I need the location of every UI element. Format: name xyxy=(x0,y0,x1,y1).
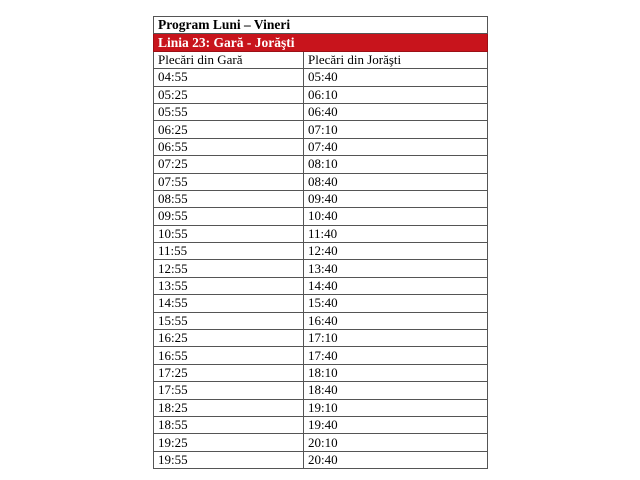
table-row xyxy=(154,382,488,399)
schedule-table xyxy=(153,16,488,469)
departure-jorasti-cell: 11:40 xyxy=(304,225,488,242)
departure-gara-cell: 12:55 xyxy=(154,260,304,277)
departure-jorasti-cell: 06:40 xyxy=(304,103,488,120)
departure-jorasti-cell: 18:40 xyxy=(304,382,488,399)
table-row xyxy=(154,277,488,294)
departure-jorasti-cell: 18:10 xyxy=(304,364,488,381)
departure-gara-cell: 15:55 xyxy=(154,312,304,329)
departure-gara-cell: 18:25 xyxy=(154,399,304,416)
departure-gara-cell: 19:25 xyxy=(154,434,304,451)
departure-gara-cell: 18:55 xyxy=(154,416,304,433)
departure-jorasti-cell: 07:40 xyxy=(304,138,488,155)
table-row xyxy=(154,399,488,416)
departure-gara-cell: 19:55 xyxy=(154,451,304,468)
table-row xyxy=(154,69,488,86)
departure-jorasti-cell: 15:40 xyxy=(304,295,488,312)
departure-jorasti-cell: 19:10 xyxy=(304,399,488,416)
table-row xyxy=(154,312,488,329)
departure-jorasti-cell: 14:40 xyxy=(304,277,488,294)
departure-jorasti-cell: 12:40 xyxy=(304,243,488,260)
departure-jorasti-cell: 19:40 xyxy=(304,416,488,433)
departure-gara-cell: 16:55 xyxy=(154,347,304,364)
departure-jorasti-cell: 09:40 xyxy=(304,190,488,207)
departure-gara-cell: 08:55 xyxy=(154,190,304,207)
table-row xyxy=(154,173,488,190)
departure-gara-cell: 16:25 xyxy=(154,330,304,347)
table-row xyxy=(154,86,488,103)
table-row xyxy=(154,295,488,312)
departure-jorasti-cell: 17:10 xyxy=(304,330,488,347)
column-header-gara: Plecări din Gară xyxy=(154,51,304,68)
departure-gara-cell: 17:55 xyxy=(154,382,304,399)
schedule-title: Program Luni – Vineri xyxy=(154,17,488,34)
table-row xyxy=(154,451,488,468)
table-row xyxy=(154,225,488,242)
table-row xyxy=(154,416,488,433)
table-row xyxy=(154,434,488,451)
departure-jorasti-cell: 16:40 xyxy=(304,312,488,329)
departure-gara-cell: 05:55 xyxy=(154,103,304,120)
table-row xyxy=(154,260,488,277)
table-row xyxy=(154,330,488,347)
table-row xyxy=(154,103,488,120)
departure-jorasti-cell: 13:40 xyxy=(304,260,488,277)
departure-gara-cell: 06:55 xyxy=(154,138,304,155)
table-row xyxy=(154,208,488,225)
departure-jorasti-cell: 10:40 xyxy=(304,208,488,225)
route-row xyxy=(154,34,488,51)
departure-gara-cell: 07:25 xyxy=(154,156,304,173)
table-row xyxy=(154,364,488,381)
table-row xyxy=(154,121,488,138)
departure-jorasti-cell: 07:10 xyxy=(304,121,488,138)
departure-gara-cell: 13:55 xyxy=(154,277,304,294)
departure-jorasti-cell: 08:40 xyxy=(304,173,488,190)
departure-gara-cell: 09:55 xyxy=(154,208,304,225)
table-row xyxy=(154,243,488,260)
departure-gara-cell: 04:55 xyxy=(154,69,304,86)
table-row xyxy=(154,190,488,207)
departure-jorasti-cell: 06:10 xyxy=(304,86,488,103)
route-name: Linia 23: Gară - Jorăşti xyxy=(154,34,488,51)
departure-jorasti-cell: 17:40 xyxy=(304,347,488,364)
table-row xyxy=(154,138,488,155)
departure-jorasti-cell: 05:40 xyxy=(304,69,488,86)
departure-jorasti-cell: 20:40 xyxy=(304,451,488,468)
departure-gara-cell: 06:25 xyxy=(154,121,304,138)
departure-jorasti-cell: 08:10 xyxy=(304,156,488,173)
departure-gara-cell: 10:55 xyxy=(154,225,304,242)
departure-gara-cell: 05:25 xyxy=(154,86,304,103)
departure-gara-cell: 07:55 xyxy=(154,173,304,190)
table-row xyxy=(154,156,488,173)
departure-jorasti-cell: 20:10 xyxy=(304,434,488,451)
departure-gara-cell: 11:55 xyxy=(154,243,304,260)
title-row xyxy=(154,17,488,34)
column-header-row xyxy=(154,51,488,68)
departure-gara-cell: 14:55 xyxy=(154,295,304,312)
departure-gara-cell: 17:25 xyxy=(154,364,304,381)
table-row xyxy=(154,347,488,364)
column-header-jorasti: Plecări din Jorăşti xyxy=(304,51,488,68)
